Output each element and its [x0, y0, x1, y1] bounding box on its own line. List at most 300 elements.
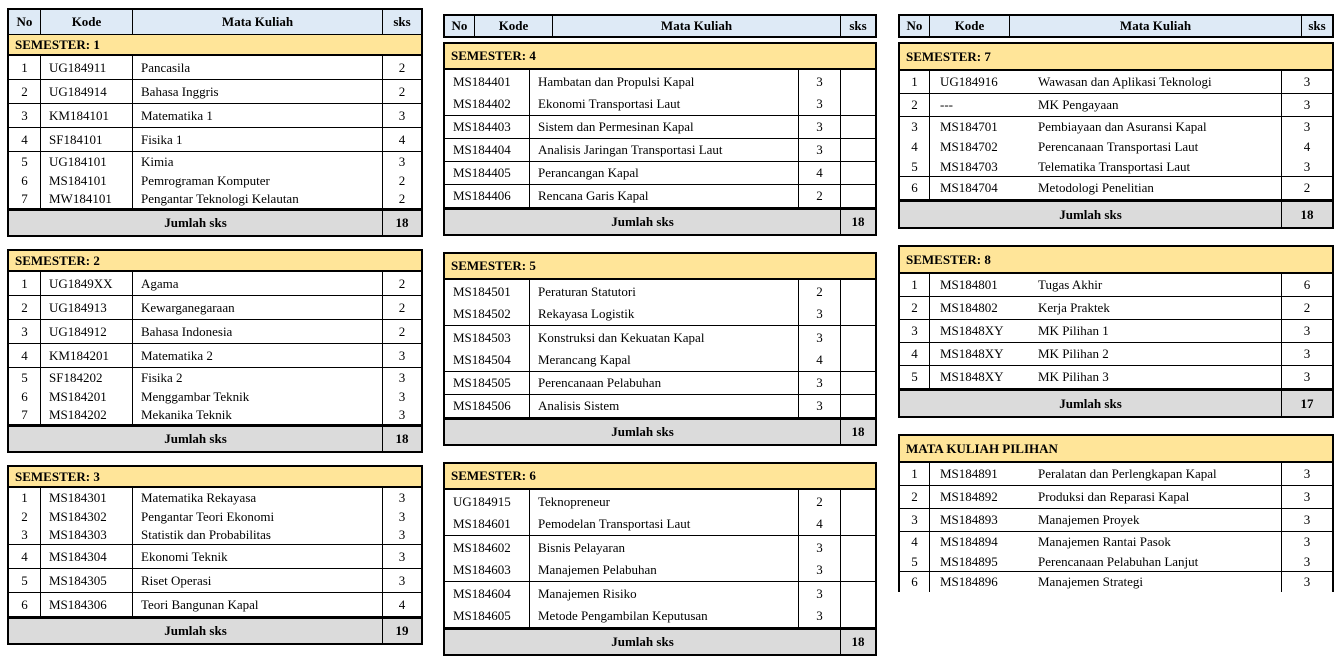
- spacer-cell: [841, 395, 875, 417]
- course-name: Teknopreneur: [530, 490, 799, 513]
- col-header-sks: sks: [849, 18, 867, 33]
- course-code: MS184893: [940, 512, 998, 527]
- course-sks: 4: [799, 349, 841, 371]
- col-header-sks: sks: [393, 14, 411, 29]
- course-sks: 3: [398, 489, 406, 505]
- course-row: [445, 349, 875, 372]
- total-value: 19: [395, 623, 409, 638]
- course-row: [445, 582, 875, 605]
- course-name: Matematika Rekayasa: [133, 488, 383, 507]
- course-no: 5: [9, 368, 41, 387]
- course-no: 2: [900, 297, 930, 319]
- course-sks: 3: [398, 572, 406, 588]
- course-sks: 3: [1303, 512, 1311, 527]
- course-sks: 3: [1303, 489, 1311, 504]
- course-code: UG184911: [41, 56, 133, 79]
- course-code: UG184916: [940, 74, 998, 89]
- col-header-kode: Kode: [41, 10, 133, 34]
- course-row: [445, 372, 875, 395]
- course-code: MS184892: [940, 489, 998, 504]
- course-row: [9, 507, 421, 526]
- course-code: KM184101: [41, 104, 133, 127]
- course-name: Ekonomi Transportasi Laut: [530, 93, 799, 115]
- course-code: MS184605: [445, 605, 530, 627]
- course-name: Agama: [133, 272, 383, 295]
- course-code: MS184302: [41, 507, 133, 526]
- course-no: 1: [9, 272, 41, 295]
- course-no: 3: [900, 117, 930, 137]
- total-value: 18: [395, 431, 409, 446]
- total-label: Jumlah sks: [9, 619, 383, 643]
- course-name: Kimia: [133, 152, 383, 171]
- course-row: [900, 486, 1332, 509]
- total-label: Jumlah sks: [9, 211, 383, 235]
- course-name: Rencana Garis Kapal: [530, 185, 799, 207]
- course-name: Perencanaan Pelabuhan Lanjut: [1030, 552, 1282, 571]
- table-header-row: [9, 10, 421, 35]
- course-row: [9, 569, 421, 593]
- table-semester-7: [898, 42, 1334, 229]
- col-header-kode: Kode: [475, 16, 553, 36]
- course-no: 3: [900, 509, 930, 531]
- course-sks: 3: [799, 139, 841, 161]
- course-code: MS184502: [445, 303, 530, 325]
- course-code: MS184601: [445, 513, 530, 535]
- course-code: MS184402: [445, 93, 530, 115]
- course-row: [9, 56, 421, 80]
- course-code: MS184202: [41, 406, 133, 424]
- course-no: 2: [900, 486, 930, 508]
- spacer-cell: [841, 93, 875, 115]
- course-name: Wawasan dan Aplikasi Teknologi: [1030, 71, 1282, 93]
- course-sks: 3: [398, 407, 406, 422]
- course-sks: 4: [398, 131, 406, 147]
- course-name: Fisika 2: [133, 368, 383, 387]
- course-name: Perencanaan Transportasi Laut: [1030, 137, 1282, 157]
- course-code: MS184506: [445, 395, 530, 417]
- table-semester-5: [443, 252, 877, 446]
- course-sks: 3: [1303, 346, 1311, 361]
- course-name: Manajemen Proyek: [1030, 509, 1282, 531]
- course-code: MS184703: [940, 158, 998, 174]
- total-value: 18: [851, 424, 865, 439]
- course-no: 4: [900, 137, 930, 157]
- total-label: Jumlah sks: [445, 630, 841, 654]
- course-code: SF184202: [41, 368, 133, 387]
- col-header-no: No: [445, 16, 475, 36]
- total-value: 18: [1300, 206, 1314, 222]
- course-code: MS184895: [940, 553, 998, 569]
- course-name: Tugas Akhir: [1030, 274, 1282, 296]
- course-row: [9, 344, 421, 368]
- course-name: Bahasa Indonesia: [133, 320, 383, 343]
- total-value: 18: [851, 634, 865, 649]
- course-row: [900, 532, 1332, 552]
- course-no: 2: [9, 507, 41, 526]
- course-row: [445, 303, 875, 326]
- course-no: 3: [9, 526, 41, 544]
- course-name: Riset Operasi: [133, 569, 383, 592]
- total-label: Jumlah sks: [9, 427, 383, 451]
- course-row: [9, 296, 421, 320]
- course-no: 3: [9, 104, 41, 127]
- course-sks: 4: [398, 596, 406, 612]
- course-code: MS1848XY: [940, 346, 1004, 361]
- spacer-cell: [841, 536, 875, 559]
- spacer-cell: [841, 162, 875, 184]
- course-name: Bisnis Pelayaran: [530, 536, 799, 559]
- course-sks: 2: [1303, 300, 1311, 315]
- spacer-cell: [841, 70, 875, 93]
- total-row: [9, 425, 421, 451]
- course-row: [9, 272, 421, 296]
- semester-band-label: SEMESTER: 5: [451, 258, 536, 273]
- course-no: 1: [900, 71, 930, 93]
- course-code: MS184406: [445, 185, 530, 207]
- course-row: [900, 572, 1332, 592]
- course-name: Perencanaan Pelabuhan: [530, 372, 799, 394]
- course-row: [900, 157, 1332, 177]
- table-semester-2: [7, 249, 423, 453]
- course-name: Pengantar Teknologi Kelautan: [133, 190, 383, 208]
- course-code: MS184891: [940, 466, 998, 481]
- course-no: 6: [900, 572, 930, 592]
- course-code: MS184201: [41, 387, 133, 406]
- semester-band-label: SEMESTER: 7: [906, 48, 991, 64]
- course-code: MS184603: [445, 559, 530, 581]
- course-code: MS184896: [940, 574, 998, 589]
- course-name: Konstruksi dan Kekuatan Kapal: [530, 326, 799, 349]
- course-sks: 3: [799, 70, 841, 93]
- course-row: [900, 297, 1332, 320]
- course-row: [445, 559, 875, 582]
- course-no: 4: [900, 343, 930, 365]
- course-no: 5: [9, 569, 41, 592]
- course-code: MS184401: [445, 70, 530, 93]
- course-row: [9, 152, 421, 171]
- spacer-cell: [841, 605, 875, 627]
- course-no: 1: [900, 274, 930, 296]
- table-semester-4: [443, 42, 877, 236]
- course-name: Hambatan dan Propulsi Kapal: [530, 70, 799, 93]
- course-row: [445, 280, 875, 303]
- course-sks: 3: [1303, 323, 1311, 338]
- course-code: MS184894: [940, 534, 998, 549]
- course-code: MS184303: [41, 526, 133, 544]
- course-code: KM184201: [41, 344, 133, 367]
- course-code: MS184305: [41, 569, 133, 592]
- course-row: [445, 326, 875, 349]
- course-sks: 4: [799, 162, 841, 184]
- semester-band-label: SEMESTER: 1: [15, 36, 100, 52]
- course-code: MS184505: [445, 372, 530, 394]
- spacer-cell: [841, 349, 875, 371]
- course-code: MS184504: [445, 349, 530, 371]
- course-sks: 3: [1303, 119, 1311, 134]
- course-name: Merancang Kapal: [530, 349, 799, 371]
- spacer-cell: [841, 139, 875, 161]
- course-code: MS184604: [445, 582, 530, 605]
- course-name: Metodologi Penelitian: [1030, 177, 1282, 199]
- col-header-mata-kuliah: Mata Kuliah: [1010, 16, 1302, 36]
- course-name: Mekanika Teknik: [133, 406, 383, 424]
- course-name: Teori Bangunan Kapal: [133, 593, 383, 616]
- column-semesters-4-6: [443, 14, 877, 656]
- col-header-sks: sks: [1308, 18, 1326, 33]
- course-no: 6: [9, 593, 41, 616]
- total-label: Jumlah sks: [900, 202, 1282, 227]
- total-row: [900, 389, 1332, 416]
- course-code: UG184101: [41, 152, 133, 171]
- course-sks: 2: [799, 490, 841, 513]
- table-header-row: [900, 16, 1332, 36]
- semester-band: [9, 251, 421, 272]
- spacer-cell: [841, 280, 875, 303]
- total-label: Jumlah sks: [900, 391, 1282, 416]
- course-sks: 3: [398, 548, 406, 564]
- semester-band: [9, 35, 421, 56]
- spacer-cell: [841, 513, 875, 535]
- semester-band: [445, 464, 875, 490]
- course-no: 5: [900, 366, 930, 388]
- semester-band-label: SEMESTER: 4: [451, 48, 536, 63]
- course-no: 2: [9, 296, 41, 319]
- course-sks: 3: [1303, 74, 1311, 89]
- course-name: Metode Pengambilan Keputusan: [530, 605, 799, 627]
- course-row: [9, 545, 421, 569]
- course-sks: 3: [1303, 97, 1311, 112]
- course-sks: 3: [398, 347, 406, 363]
- spacer-cell: [841, 303, 875, 325]
- course-name: MK Pengayaan: [1030, 94, 1282, 116]
- course-no: 7: [9, 406, 41, 424]
- course-code: MS184301: [41, 488, 133, 507]
- course-name: Manajemen Risiko: [530, 582, 799, 605]
- course-name: Matematika 2: [133, 344, 383, 367]
- course-row: [900, 71, 1332, 94]
- course-sks: 3: [1303, 574, 1311, 589]
- total-row: [445, 418, 875, 444]
- spacer-cell: [841, 326, 875, 349]
- course-name: Pengantar Teori Ekonomi: [133, 507, 383, 526]
- semester-band: [900, 247, 1332, 274]
- course-sks: 3: [398, 508, 406, 524]
- course-sks: 4: [1303, 139, 1311, 154]
- course-row: [445, 395, 875, 418]
- course-code: MS184404: [445, 139, 530, 161]
- course-sks: 3: [1303, 158, 1311, 174]
- course-name: Pancasila: [133, 56, 383, 79]
- course-sks: 3: [398, 369, 406, 385]
- course-code: MS184704: [940, 180, 998, 195]
- course-row: [445, 605, 875, 628]
- course-row: [9, 488, 421, 507]
- course-sks: 3: [799, 559, 841, 581]
- course-no: 5: [900, 157, 930, 176]
- course-no: 3: [9, 320, 41, 343]
- course-row: [9, 104, 421, 128]
- course-no: 5: [900, 552, 930, 571]
- course-sks: 3: [799, 93, 841, 115]
- course-no: 4: [900, 532, 930, 552]
- course-no: 2: [9, 80, 41, 103]
- table-semester-7-header: [898, 14, 1334, 38]
- course-code: MS184701: [940, 119, 998, 134]
- course-name: Analisis Jaringan Transportasi Laut: [530, 139, 799, 161]
- total-row: [445, 628, 875, 654]
- course-name: Pemrograman Komputer: [133, 171, 383, 190]
- table-semester-4-header: [443, 14, 877, 38]
- course-row: [9, 190, 421, 209]
- course-code: MS1848XY: [940, 323, 1004, 338]
- table-semester-8: [898, 245, 1334, 418]
- course-sks: 2: [799, 185, 841, 207]
- course-no: 4: [9, 344, 41, 367]
- course-sks: 3: [799, 582, 841, 605]
- total-value: 18: [851, 214, 865, 229]
- course-code: UG184915: [445, 490, 530, 513]
- total-label: Jumlah sks: [445, 420, 841, 444]
- course-name: Statistik dan Probabilitas: [133, 526, 383, 544]
- course-sks: 2: [398, 299, 406, 315]
- course-code: MS184503: [445, 326, 530, 349]
- total-row: [9, 617, 421, 643]
- course-code: MS184405: [445, 162, 530, 184]
- spacer-cell: [841, 116, 875, 138]
- course-row: [445, 162, 875, 185]
- semester-band: [900, 436, 1332, 463]
- course-name: Pembiayaan dan Asuransi Kapal: [1030, 117, 1282, 137]
- course-name: Menggambar Teknik: [133, 387, 383, 406]
- table-semester-3: [7, 465, 423, 645]
- course-sks: 3: [799, 536, 841, 559]
- semester-band-label: SEMESTER: 3: [15, 468, 100, 484]
- course-row: [900, 94, 1332, 117]
- course-row: [9, 526, 421, 545]
- course-row: [9, 406, 421, 425]
- course-code: ---: [940, 97, 953, 112]
- course-code: MS184801: [940, 277, 998, 292]
- col-header-mata-kuliah: Mata Kuliah: [133, 10, 383, 34]
- semester-band: [445, 44, 875, 70]
- table-mata-kuliah-pilihan: [898, 434, 1334, 592]
- course-name: MK Pilihan 3: [1030, 366, 1282, 388]
- course-row: [900, 137, 1332, 157]
- course-row: [445, 490, 875, 513]
- total-row: [900, 200, 1332, 227]
- course-name: Perancangan Kapal: [530, 162, 799, 184]
- course-sks: 3: [799, 395, 841, 417]
- course-name: Kewarganegaraan: [133, 296, 383, 319]
- course-sks: 2: [398, 83, 406, 99]
- course-code: MS184702: [940, 139, 998, 154]
- course-no: 4: [9, 545, 41, 568]
- course-sks: 3: [799, 605, 841, 627]
- total-value: 17: [1300, 395, 1314, 411]
- course-sks: 2: [398, 275, 406, 291]
- course-row: [9, 171, 421, 190]
- course-row: [445, 93, 875, 116]
- course-row: [900, 117, 1332, 137]
- course-row: [9, 368, 421, 387]
- course-row: [900, 463, 1332, 486]
- table-semester-6: [443, 462, 877, 656]
- course-no: 4: [9, 128, 41, 151]
- course-row: [445, 116, 875, 139]
- course-sks: 3: [1303, 534, 1311, 549]
- course-code: UG184912: [41, 320, 133, 343]
- course-row: [9, 128, 421, 152]
- total-row: [9, 209, 421, 235]
- course-name: Bahasa Inggris: [133, 80, 383, 103]
- total-row: [445, 208, 875, 234]
- course-code: MS1848XY: [940, 369, 1004, 384]
- spacer-cell: [841, 582, 875, 605]
- course-row: [445, 536, 875, 559]
- course-name: MK Pilihan 2: [1030, 343, 1282, 365]
- course-row: [445, 185, 875, 208]
- course-row: [900, 320, 1332, 343]
- column-semesters-1-3: [7, 8, 423, 645]
- course-row: [900, 343, 1332, 366]
- course-sks: 2: [398, 191, 406, 206]
- course-no: 6: [9, 171, 41, 190]
- course-row: [445, 139, 875, 162]
- course-code: MW184101: [41, 190, 133, 208]
- course-sks: 2: [1303, 180, 1311, 195]
- course-no: 7: [9, 190, 41, 208]
- semester-band: [9, 467, 421, 488]
- course-name: Kerja Praktek: [1030, 297, 1282, 319]
- course-code: UG184914: [41, 80, 133, 103]
- course-sks: 6: [1303, 277, 1311, 292]
- course-code: MS184101: [41, 171, 133, 190]
- total-value: 18: [395, 215, 409, 230]
- course-sks: 3: [799, 326, 841, 349]
- course-row: [900, 509, 1332, 532]
- course-row: [445, 513, 875, 536]
- course-sks: 4: [799, 513, 841, 535]
- course-sks: 3: [1303, 369, 1311, 384]
- course-sks: 2: [398, 172, 406, 188]
- course-sks: 3: [1303, 553, 1311, 569]
- course-sks: 3: [799, 116, 841, 138]
- course-code: UG1849XX: [41, 272, 133, 295]
- course-code: SF184101: [41, 128, 133, 151]
- course-row: [445, 70, 875, 93]
- course-no: 2: [900, 94, 930, 116]
- course-row: [900, 274, 1332, 297]
- spacer-cell: [841, 559, 875, 581]
- course-name: Fisika 1: [133, 128, 383, 151]
- course-sks: 3: [799, 372, 841, 394]
- course-no: 1: [9, 56, 41, 79]
- semester-band-label: SEMESTER: 2: [15, 252, 100, 268]
- course-sks: 3: [398, 527, 406, 542]
- course-name: Telematika Transportasi Laut: [1030, 157, 1282, 176]
- course-no: 5: [9, 152, 41, 171]
- total-label: Jumlah sks: [445, 210, 841, 234]
- course-sks: 3: [398, 388, 406, 404]
- course-row: [900, 552, 1332, 572]
- semester-band-label: SEMESTER: 8: [906, 251, 991, 267]
- spacer-cell: [841, 490, 875, 513]
- semester-band: [900, 44, 1332, 71]
- course-sks: 3: [799, 303, 841, 325]
- course-row: [9, 387, 421, 406]
- column-semesters-7-8-pilihan: [898, 14, 1334, 592]
- semester-band-label: MATA KULIAH PILIHAN: [906, 440, 1058, 456]
